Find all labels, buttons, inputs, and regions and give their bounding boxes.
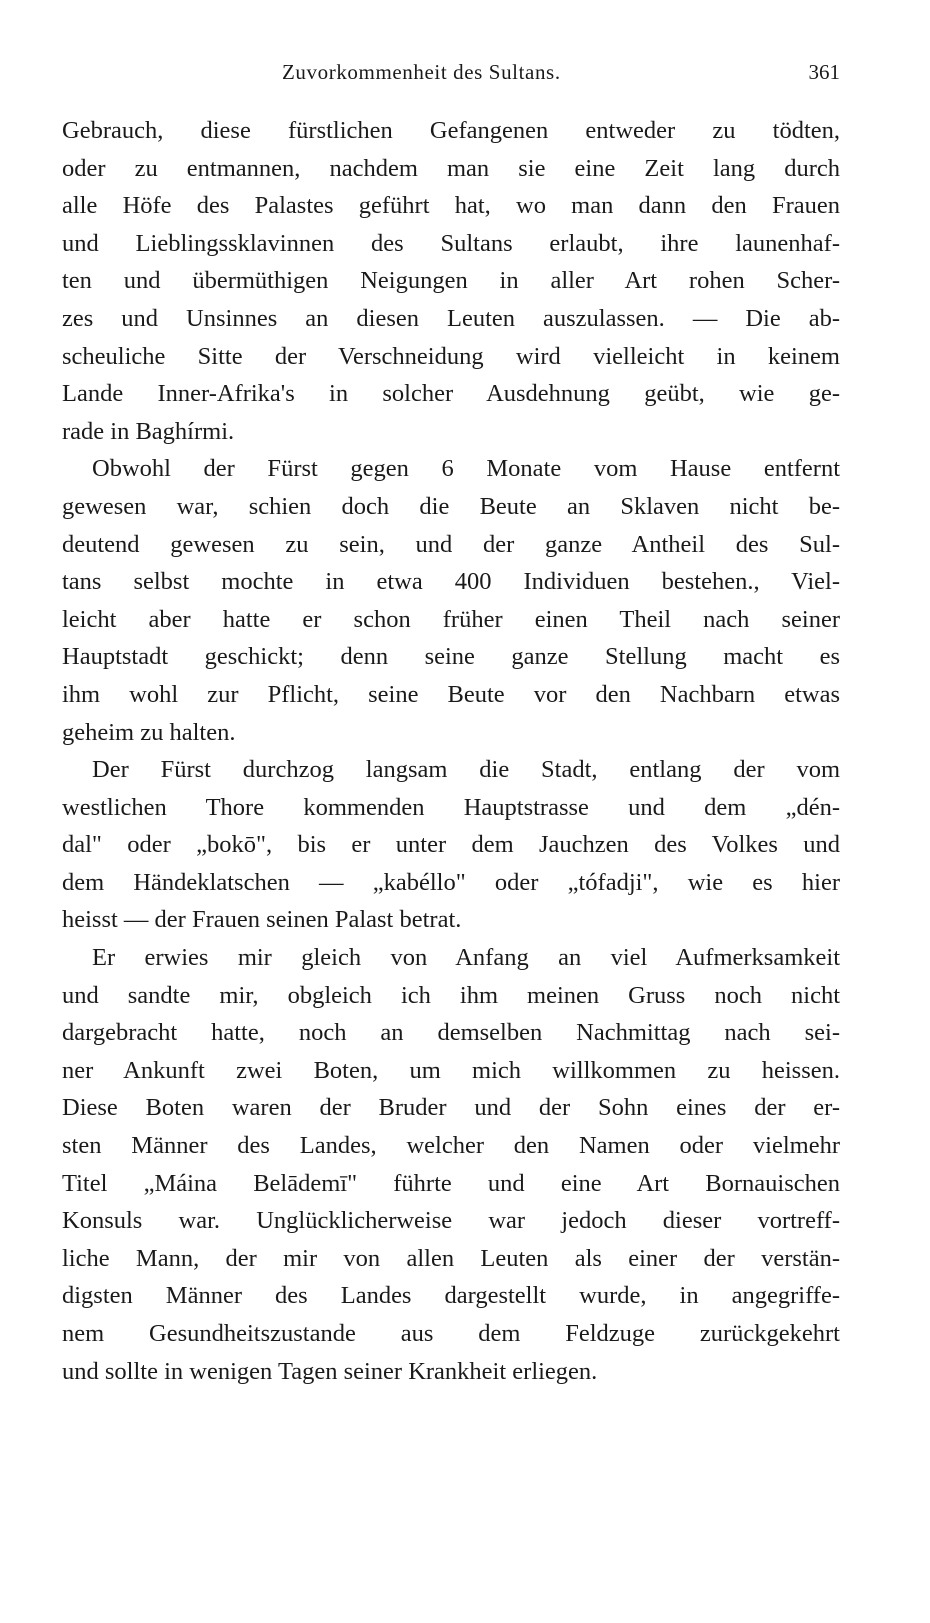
text-line: leicht aber hatte er schon früher einen Theil nach seiner: [62, 605, 840, 633]
text-line: dal" oder „bokō", bis er unter dem Jauchzen des Volkes und: [62, 831, 840, 859]
text-line: Diese Boten waren der Bruder und der Sohn eines der er-: [62, 1094, 840, 1122]
text-line: Titel „Máina Belādemī" führte und eine Art Bornauischen: [62, 1169, 840, 1197]
text-line: Er erwies mir gleich von Anfang an viel Aufmerksamkeit: [92, 944, 840, 972]
paragraph-2: [62, 450, 840, 751]
page-number: 361: [808, 60, 840, 84]
text-line: ner Ankunft zwei Boten, um mich willkommen zu heissen.: [62, 1056, 840, 1084]
text-line: digsten Männer des Landes dargestellt wurde, in angegriffe-: [62, 1282, 840, 1310]
text-line: alle Höfe des Palastes geführt hat, wo man dann den Frauen: [62, 192, 840, 220]
text-line: dargebracht hatte, noch an demselben Nachmittag nach sei-: [62, 1019, 840, 1047]
text-line: ihm wohl zur Pflicht, seine Beute vor den Nachbarn etwas: [62, 680, 840, 708]
text-line: tans selbst mochte in etwa 400 Individuen bestehen., Viel-: [62, 568, 840, 596]
text-line: geheim zu halten.: [62, 718, 236, 746]
text-line: und sollte in wenigen Tagen seiner Krankheit erliegen.: [62, 1357, 598, 1385]
text-line: heisst — der Frauen seinen Palast betrat.: [62, 906, 462, 934]
text-line: Der Fürst durchzog langsam die Stadt, entlang der vom: [92, 756, 840, 784]
text-line: Obwohl der Fürst gegen 6 Monate vom Hause entfernt: [92, 455, 840, 483]
text-line: Konsuls war. Unglücklicherweise war jedoch dieser vortreff-: [62, 1207, 840, 1235]
text-line: oder zu entmannen, nachdem man sie eine Zeit lang durch: [62, 154, 840, 182]
text-line: dem Händeklatschen — „kabéllo" oder „tófadji", wie es hier: [62, 868, 840, 896]
text-line: zes und Unsinnes an diesen Leuten auszulassen. — Die ab-: [62, 304, 840, 332]
running-title: Zuvorkommenheit des Sultans.: [282, 60, 561, 84]
text-line: und Lieblingssklavinnen des Sultans erlaubt, ihre launenhaf-: [62, 229, 840, 257]
text-line: liche Mann, der mir von allen Leuten als einer der verstän-: [62, 1244, 840, 1272]
text-line: scheuliche Sitte der Verschneidung wird vielleicht in keinem: [62, 342, 840, 370]
text-line: Gebrauch, diese fürstlichen Gefangenen entweder zu tödten,: [62, 117, 840, 144]
body-text: [62, 112, 840, 1390]
paragraph-3: [62, 751, 840, 939]
paragraph-4: [62, 939, 840, 1390]
text-line: Hauptstadt geschickt; denn seine ganze Stellung macht es: [62, 643, 840, 671]
text-line: deutend gewesen zu sein, und der ganze Antheil des Sul-: [62, 530, 840, 558]
text-line: ten und übermüthigen Neigungen in aller Art rohen Scher-: [62, 267, 840, 295]
text-line: Lande Inner-Afrika's in solcher Ausdehnung geübt, wie ge-: [62, 380, 840, 408]
text-line: und sandte mir, obgleich ich ihm meinen Gruss noch nicht: [62, 981, 840, 1009]
paragraph-1: [62, 112, 840, 450]
text-line: nem Gesundheitszustande aus dem Feldzuge zurückgekehrt: [62, 1320, 840, 1347]
text-line: westlichen Thore kommenden Hauptstrasse und dem „dén-: [62, 793, 840, 821]
text-line: rade in Baghírmi.: [62, 417, 235, 445]
running-head: [62, 60, 840, 92]
text-line: sten Männer des Landes, welcher den Namen oder vielmehr: [62, 1132, 840, 1160]
text-line: gewesen war, schien doch die Beute an Sklaven nicht be-: [62, 492, 840, 520]
